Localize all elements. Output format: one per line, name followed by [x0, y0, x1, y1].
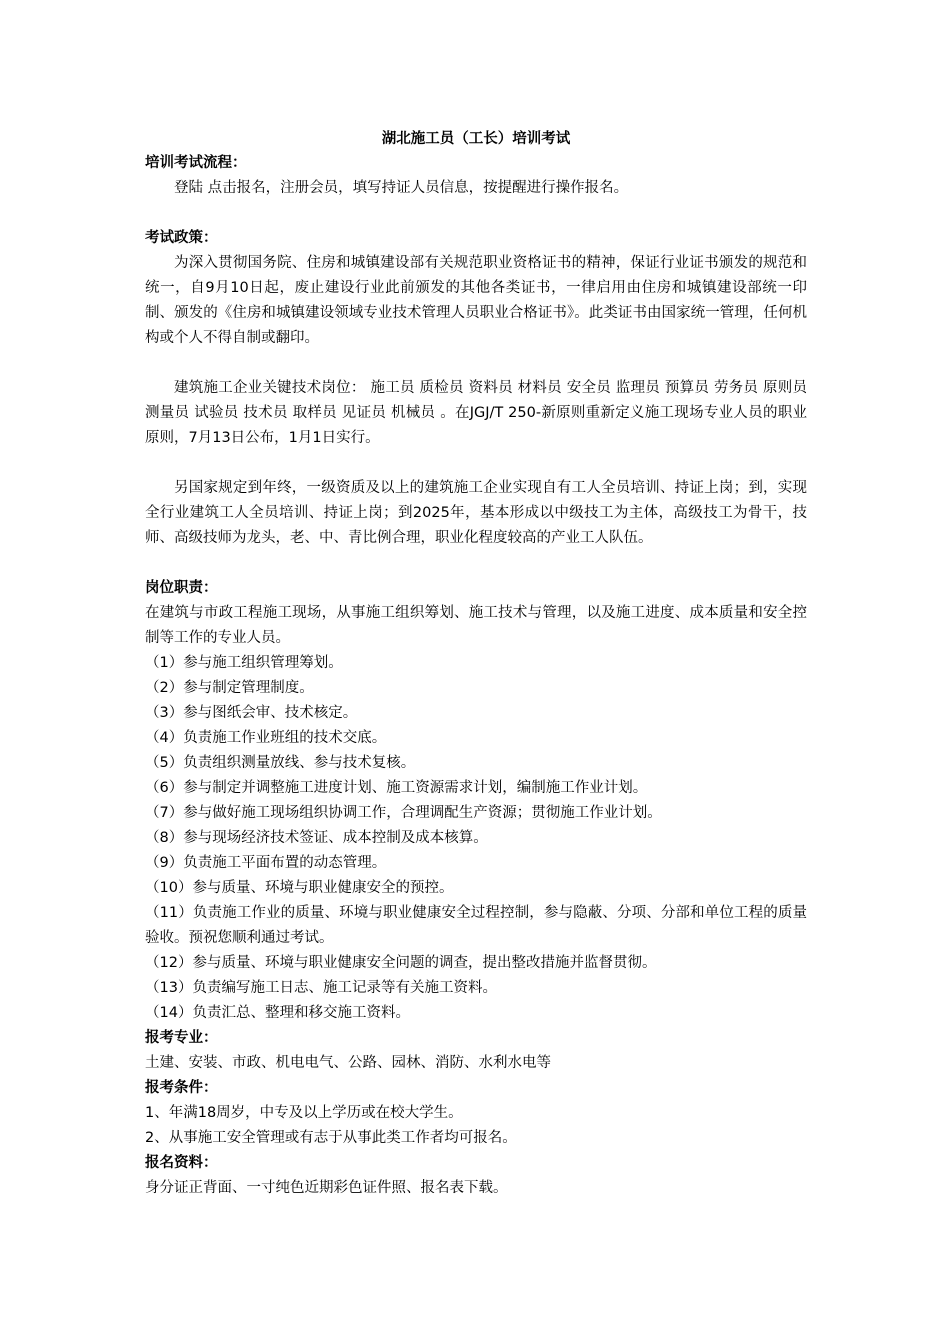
list-item: （1）参与施工组织管理筹划。	[145, 655, 343, 671]
majors-text: 土建、安装、市政、机电电气、公路、园林、消防、水利水电等	[145, 1055, 551, 1071]
list-item: （3）参与图纸会审、技术核定。	[145, 705, 358, 721]
list-item: （11）负责施工作业的质量、环境与职业健康安全过程控制，参与隐蔽、分项、分部和单位工程的质量验收。预祝您顺利通过考试。	[145, 905, 807, 946]
majors-heading: 报考专业：	[145, 1030, 218, 1046]
list-item: （2）参与制定管理制度。	[145, 680, 314, 696]
document-page	[145, 128, 807, 1201]
process-heading: 培训考试流程：	[145, 155, 247, 171]
materials-heading: 报名资料：	[145, 1155, 218, 1171]
list-item: （7）参与做好施工现场组织协调工作，合理调配生产资源；贯彻施工作业计划。	[145, 805, 662, 821]
list-item: （10）参与质量、环境与职业健康安全的预控。	[145, 880, 454, 896]
materials-text: 身分证正背面、一寸纯色近期彩色证件照、报名表下载。	[145, 1180, 508, 1196]
conditions-heading: 报考条件：	[145, 1080, 218, 1096]
list-item: （5）负责组织测量放线、参与技术复核。	[145, 755, 416, 771]
duties-intro: 在建筑与市政工程施工现场，从事施工组织筹划、施工技术与管理，以及施工进度、成本质量和安全控制等工作的专业人员。	[145, 605, 807, 646]
policy-paragraph-2: 建筑施工企业关键技术岗位： 施工员 质检员 资料员 材料员 安全员 监理员 预算员 劳务员 原则员 测量员 试验员 技术员 取样员 见证员 机械员 。在JGJ/T 250-新原则重新定义施工现场专业人员的职业原则，7月13日公布，1月1日实行。	[145, 380, 807, 446]
duties-heading: 岗位职责：	[145, 580, 218, 596]
document-title: 湖北施工员（工长）培训考试	[381, 131, 571, 147]
list-item: （4）负责施工作业班组的技术交底。	[145, 730, 387, 746]
spacer	[145, 351, 807, 376]
policy-paragraph-1: 为深入贯彻国务院、住房和城镇建设部有关规范职业资格证书的精神，保证行业证书颁发的规范和统一，自9月10日起，废止建设行业此前颁发的其他各类证书，一律启用由住房和城镇建设部统一印制、颁发的《住房和城镇建设领域专业技术管理人员职业合格证书》。此类证书由国家统一管理，任何机构或个人不得自制或翻印。	[145, 255, 807, 346]
duties-list	[145, 651, 807, 1026]
spacer	[145, 201, 807, 226]
list-item: （6）参与制定并调整施工进度计划、施工资源需求计划，编制施工作业计划。	[145, 780, 648, 796]
list-item: （13）负责编写施工日志、施工记录等有关施工资料。	[145, 980, 497, 996]
list-item: （8）参与现场经济技术签证、成本控制及成本核算。	[145, 830, 488, 846]
policy-paragraph-3: 另国家规定到年终，一级资质及以上的建筑施工企业实现自有工人全员培训、持证上岗；到，实现全行业建筑工人全员培训、持证上岗；到2025年，基本形成以中级技工为主体，高级技工为骨干，技师、高级技师为龙头，老、中、青比例合理，职业化程度较高的产业工人队伍。	[145, 480, 807, 546]
policy-heading: 考试政策：	[145, 230, 218, 246]
list-item: （9）负责施工平面布置的动态管理。	[145, 855, 387, 871]
condition-item-2: 2、从事施工安全管理或有志于从事此类工作者均可报名。	[145, 1130, 517, 1146]
spacer	[145, 451, 807, 476]
list-item: （12）参与质量、环境与职业健康安全问题的调查，提出整改措施并监督贯彻。	[145, 955, 657, 971]
process-text: 登陆 点击报名，注册会员，填写持证人员信息，按提醒进行操作报名。	[174, 180, 629, 196]
condition-item-1: 1、年满18周岁，中专及以上学历或在校大学生。	[145, 1105, 463, 1121]
spacer	[145, 551, 807, 576]
list-item: （14）负责汇总、整理和移交施工资料。	[145, 1005, 410, 1021]
